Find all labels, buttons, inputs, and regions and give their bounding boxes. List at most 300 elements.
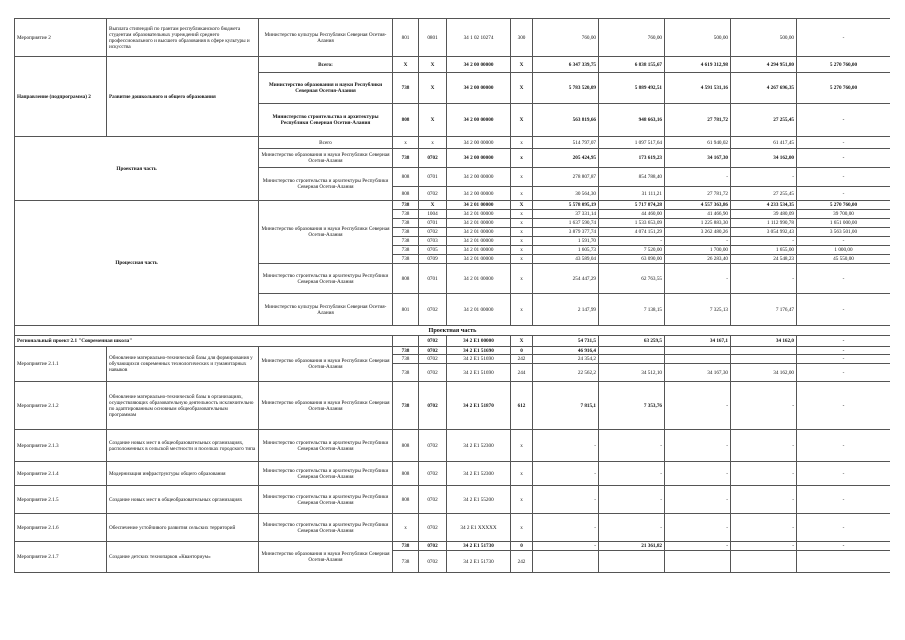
value-cell-4: 39 480,09 — [731, 210, 797, 219]
rzpr-cell: 0705 — [419, 246, 447, 255]
measure-desc: Выплата стипендий по грантам республиканского бюджета студентам образовательных учреждений среднего профессионального и высшего образования в сфере культуры и искусства — [107, 19, 259, 57]
value-cell-4: 34 162,00 — [731, 364, 797, 382]
value-cell-3: 34 167,30 — [665, 149, 731, 168]
value-cell-1: 6 347 339,75 — [533, 57, 599, 73]
value-cell-1: 37 331,14 — [533, 210, 599, 219]
block-name: Проектная часть — [15, 137, 259, 201]
value-cell-4: 3 054 992,43 — [731, 228, 797, 237]
value-cell-4: 500,00 — [731, 19, 797, 57]
rzpr-cell: 0702 — [419, 514, 447, 542]
value-cell-3 — [665, 347, 731, 355]
vr-cell: x — [511, 237, 533, 246]
csr-cell: 34 2 E1 51730 — [447, 542, 511, 551]
value-cell-1: 22 562,2 — [533, 364, 599, 382]
rzpr-cell: 0702 — [419, 462, 447, 486]
rzpr-cell: 0702 — [419, 228, 447, 237]
value-cell-3: - — [665, 168, 731, 187]
value-cell-3: 34 167,1 — [665, 336, 731, 347]
grbs-cell: x — [393, 514, 419, 542]
org-cell: Министерство культуры Республики Северная Осетия-Алания — [259, 294, 393, 326]
value-cell-5: 39 700,00 — [797, 210, 891, 219]
value-cell-4: 1 655,00 — [731, 246, 797, 255]
org-cell: Министерство образования и науки Республики Северная Осетия-Алания — [259, 347, 393, 382]
value-cell-1: 1 605,73 — [533, 246, 599, 255]
value-cell-2: - — [599, 514, 665, 542]
section-title: Проектная часть — [15, 326, 891, 336]
grbs-cell: 738 — [393, 228, 419, 237]
csr-cell: 34 2 00 00000 — [447, 57, 511, 73]
row-rp — [15, 336, 891, 347]
value-cell-3: 61 940,02 — [665, 137, 731, 149]
value-cell-1: 563 819,66 — [533, 104, 599, 137]
value-cell-5: 5 270 760,00 — [797, 57, 891, 73]
grbs-cell: 808 — [393, 430, 419, 462]
value-cell-2: 63 259,5 — [599, 336, 665, 347]
rzpr-cell: 0702 — [419, 542, 447, 551]
value-cell-1: - — [533, 514, 599, 542]
org-cell: Министерство образования и науки Республики Северная Осетия-Алания — [259, 201, 393, 264]
value-cell-3 — [665, 355, 731, 364]
row-m212 — [15, 382, 891, 430]
csr-cell: 34 2 01 00000 — [447, 246, 511, 255]
vr-cell: x — [511, 255, 533, 264]
org-cell: Министерство строительства и архитектуры Республики Северная Осетия-Алания — [259, 514, 393, 542]
csr-cell: 34 1 02 10274 — [447, 19, 511, 57]
value-cell-1: 24 354,2 — [533, 355, 599, 364]
value-cell-2 — [599, 347, 665, 355]
csr-cell: 34 2 E1 00000 — [447, 336, 511, 347]
row-n2-total — [15, 57, 891, 73]
value-cell-2: 7 138,15 — [599, 294, 665, 326]
org-cell: Министерство культуры Республики Северная Осетия-Алания — [259, 19, 393, 57]
rzpr-cell: X — [419, 73, 447, 104]
value-cell-5: - — [797, 104, 891, 137]
grbs-cell: 808 — [393, 187, 419, 201]
vr-cell: X — [511, 57, 533, 73]
value-cell-3: - — [665, 514, 731, 542]
grbs-cell: 738 — [393, 364, 419, 382]
vr-cell: X — [511, 336, 533, 347]
csr-cell: 34 2 00 00000 — [447, 168, 511, 187]
value-cell-4 — [731, 551, 797, 573]
grbs-cell: 801 — [393, 294, 419, 326]
value-cell-3: 1 700,00 — [665, 246, 731, 255]
value-cell-2: - — [599, 486, 665, 514]
csr-cell: 34 2 00 00000 — [447, 187, 511, 201]
value-cell-4: - — [731, 264, 797, 294]
vr-cell: 300 — [511, 19, 533, 57]
value-cell-5: 1 000,00 — [797, 246, 891, 255]
row-m2 — [15, 19, 891, 57]
rzpr-cell: 0702 — [419, 347, 447, 355]
rzpr-cell: 0703 — [419, 237, 447, 246]
rzpr-cell: 0702 — [419, 355, 447, 364]
value-cell-2: - — [599, 430, 665, 462]
value-cell-4 — [731, 355, 797, 364]
value-cell-1: 5 578 095,19 — [533, 201, 599, 210]
measure-name: Мероприятие 2.1.2 — [15, 382, 107, 430]
value-cell-2: 173 619,23 — [599, 149, 665, 168]
rzpr-cell: 0701 — [419, 168, 447, 187]
grbs-cell: 738 — [393, 255, 419, 264]
grbs-cell: 738 — [393, 237, 419, 246]
measure-desc: Модернизация инфраструктуры общего образования — [107, 462, 259, 486]
measure-name: Мероприятие 2.1.4 — [15, 462, 107, 486]
org-cell: Министерство строительства и архитектуры Республики Северная Осетия-Алания — [259, 264, 393, 294]
grbs-cell: 808 — [393, 168, 419, 187]
value-cell-5: 45 550,00 — [797, 255, 891, 264]
csr-cell: 34 2 E1 51690 — [447, 364, 511, 382]
org-cell: Министерство образования и науки Республики Северная Осетия-Алания — [259, 149, 393, 168]
value-cell-3: - — [665, 237, 731, 246]
value-cell-4: - — [731, 462, 797, 486]
value-cell-1: 205 424,95 — [533, 149, 599, 168]
value-cell-5: - — [797, 149, 891, 168]
value-cell-4: - — [731, 486, 797, 514]
row-m217-0 — [15, 542, 891, 551]
value-cell-5: - — [797, 355, 891, 364]
rzpr-cell: 1004 — [419, 210, 447, 219]
value-cell-2: 1 533 653,09 — [599, 219, 665, 228]
value-cell-3: 27 781,72 — [665, 187, 731, 201]
value-cell-2 — [599, 355, 665, 364]
value-cell-4: 4 233 534,35 — [731, 201, 797, 210]
value-cell-4: 24 548,23 — [731, 255, 797, 264]
vr-cell: 612 — [511, 382, 533, 430]
value-cell-1: 254 447,29 — [533, 264, 599, 294]
value-cell-3: - — [665, 542, 731, 551]
regional-project-name: Региональный проект 2.1 "Современная школа" — [15, 336, 393, 347]
csr-cell: 34 2 E1 51690 — [447, 347, 511, 355]
rzpr-cell: 0702 — [419, 294, 447, 326]
value-cell-5: 5 270 760,00 — [797, 73, 891, 104]
grbs-cell: 738 — [393, 551, 419, 573]
measure-name: Мероприятие 2.1.6 — [15, 514, 107, 542]
value-cell-2: 5 889 492,51 — [599, 73, 665, 104]
value-cell-4: - — [731, 237, 797, 246]
vr-cell: x — [511, 294, 533, 326]
rzpr-cell: 0702 — [419, 149, 447, 168]
rzpr-cell: X — [419, 104, 447, 137]
value-cell-5: - — [797, 462, 891, 486]
vr-cell: 242 — [511, 551, 533, 573]
grbs-cell: 808 — [393, 486, 419, 514]
value-cell-5: - — [797, 137, 891, 149]
csr-cell: 34 2 01 00000 — [447, 219, 511, 228]
grbs-cell: 738 — [393, 355, 419, 364]
value-cell-5: - — [797, 486, 891, 514]
value-cell-2: 6 838 155,67 — [599, 57, 665, 73]
value-cell-1: 43 589,04 — [533, 255, 599, 264]
value-cell-1: 514 797,07 — [533, 137, 599, 149]
value-cell-5: - — [797, 294, 891, 326]
value-cell-1: 760,00 — [533, 19, 599, 57]
value-cell-5: 3 563 501,00 — [797, 228, 891, 237]
rzpr-cell: 0702 — [419, 430, 447, 462]
value-cell-5: - — [797, 187, 891, 201]
csr-cell: 34 2 E1 XXXXX — [447, 514, 511, 542]
value-cell-2: 4 074 151,29 — [599, 228, 665, 237]
row-m216 — [15, 514, 891, 542]
value-cell-4: - — [731, 168, 797, 187]
org-cell: Министерство строительства и архитектуры Республики Северная Осетия-Алания — [259, 168, 393, 201]
value-cell-2: 7 353,76 — [599, 382, 665, 430]
vr-cell: 0 — [511, 542, 533, 551]
value-cell-1: - — [533, 486, 599, 514]
vr-cell: x — [511, 462, 533, 486]
value-cell-1: 46 916,4 — [533, 347, 599, 355]
csr-cell: 34 2 00 00000 — [447, 137, 511, 149]
value-cell-3: 1 225 883,30 — [665, 219, 731, 228]
measure-name: Мероприятие 2 — [15, 19, 107, 57]
value-cell-2: - — [599, 237, 665, 246]
measure-desc: Создание детских технопарков «Кванториум» — [107, 542, 259, 573]
vr-cell: x — [511, 430, 533, 462]
value-cell-3: - — [665, 382, 731, 430]
value-cell-4: 7 176,47 — [731, 294, 797, 326]
measure-desc: Обновление материально-технической базы для формирования у обучающихся современных технологических и гуманитарных навыков — [107, 347, 259, 382]
vr-cell: 0 — [511, 347, 533, 355]
csr-cell: 34 2 01 00000 — [447, 255, 511, 264]
csr-cell: 34 2 00 00000 — [447, 149, 511, 168]
value-cell-2: 21 361,82 — [599, 542, 665, 551]
value-cell-4: 34 162,0 — [731, 336, 797, 347]
value-cell-3: 4 557 363,86 — [665, 201, 731, 210]
value-cell-2: 63 090,00 — [599, 255, 665, 264]
row-m214 — [15, 462, 891, 486]
value-cell-2: - — [599, 462, 665, 486]
vr-cell: x — [511, 187, 533, 201]
grbs-cell: 738 — [393, 382, 419, 430]
rzpr-cell: 0702 — [419, 336, 447, 347]
vr-cell: x — [511, 486, 533, 514]
grbs-cell: 808 — [393, 104, 419, 137]
direction-desc: Развитие дошкольного и общего образования — [107, 57, 259, 137]
grbs-cell: 808 — [393, 264, 419, 294]
org-cell: Министерство строительства и архитектуры Республики Северная Осетия-Алания — [259, 104, 393, 137]
value-cell-1: 278 807,87 — [533, 168, 599, 187]
value-cell-1: 1 637 590,74 — [533, 219, 599, 228]
value-cell-4: 27 255,45 — [731, 104, 797, 137]
csr-cell: 34 2 01 00000 — [447, 210, 511, 219]
measure-name: Мероприятие 2.1.3 — [15, 430, 107, 462]
vr-cell: x — [511, 228, 533, 237]
value-cell-2: 854 788,40 — [599, 168, 665, 187]
grbs-cell — [393, 336, 419, 347]
rzpr-cell: 0709 — [419, 255, 447, 264]
rzpr-cell: x — [419, 137, 447, 149]
csr-cell: 34 2 01 00000 — [447, 201, 511, 210]
org-cell: Министерство образования и науки Республики Северная Осетия-Алания — [259, 542, 393, 573]
value-cell-1: 30 564,30 — [533, 187, 599, 201]
vr-cell: x — [511, 264, 533, 294]
value-cell-3: - — [665, 462, 731, 486]
grbs-cell: 738 — [393, 347, 419, 355]
org-cell: Всего — [259, 137, 393, 149]
rzpr-cell: 0702 — [419, 551, 447, 573]
org-cell: Министерство образования и науки Республики Северная Осетия-Алания — [259, 382, 393, 430]
value-cell-5: - — [797, 168, 891, 187]
value-cell-5 — [797, 551, 891, 573]
vr-cell: x — [511, 210, 533, 219]
value-cell-5: 5 270 760,00 — [797, 201, 891, 210]
org-cell: Министерство строительства и архитектуры Республики Северная Осетия-Алания — [259, 462, 393, 486]
value-cell-3: 26 283,40 — [665, 255, 731, 264]
value-cell-2 — [599, 551, 665, 573]
value-cell-1: 1 591,70 — [533, 237, 599, 246]
vr-cell: x — [511, 246, 533, 255]
rzpr-cell: X — [419, 201, 447, 210]
rzpr-cell: 0702 — [419, 187, 447, 201]
value-cell-3: 41 466,90 — [665, 210, 731, 219]
value-cell-4: - — [731, 430, 797, 462]
value-cell-5: - — [797, 514, 891, 542]
row-m215 — [15, 486, 891, 514]
csr-cell: 34 2 E1 51730 — [447, 551, 511, 573]
measure-name: Мероприятие 2.1.1 — [15, 347, 107, 382]
grbs-cell: 738 — [393, 246, 419, 255]
row-m213 — [15, 430, 891, 462]
value-cell-5: - — [797, 347, 891, 355]
grbs-cell: 738 — [393, 219, 419, 228]
value-cell-3: 7 325,13 — [665, 294, 731, 326]
value-cell-1: - — [533, 462, 599, 486]
measure-desc: Создание новых мест в общеобразовательных организациях, расположенных в сельской местности и поселках городского типа — [107, 430, 259, 462]
value-cell-1: 7 815,1 — [533, 382, 599, 430]
vr-cell: X — [511, 104, 533, 137]
grbs-cell: 738 — [393, 210, 419, 219]
value-cell-4: 1 112 990,78 — [731, 219, 797, 228]
vr-cell: X — [511, 201, 533, 210]
value-cell-3: - — [665, 486, 731, 514]
rzpr-cell: 0702 — [419, 486, 447, 514]
value-cell-1 — [533, 551, 599, 573]
value-cell-2: 760,00 — [599, 19, 665, 57]
value-cell-2: 31 111,21 — [599, 187, 665, 201]
value-cell-2: 34 512,10 — [599, 364, 665, 382]
value-cell-5: - — [797, 430, 891, 462]
csr-cell: 34 2 00 00000 — [447, 73, 511, 104]
value-cell-3 — [665, 551, 731, 573]
value-cell-5: - — [797, 19, 891, 57]
csr-cell: 34 2 E1 51870 — [447, 382, 511, 430]
value-cell-4: 34 162,00 — [731, 149, 797, 168]
csr-cell: 34 2 01 00000 — [447, 264, 511, 294]
grbs-cell: 801 — [393, 19, 419, 57]
value-cell-2: 62 763,55 — [599, 264, 665, 294]
rzpr-cell: 0702 — [419, 364, 447, 382]
vr-cell: x — [511, 137, 533, 149]
value-cell-3: - — [665, 264, 731, 294]
csr-cell: 34 2 01 00000 — [447, 294, 511, 326]
value-cell-2: 948 663,16 — [599, 104, 665, 137]
row-m211-0 — [15, 347, 891, 355]
value-cell-4: 27 255,45 — [731, 187, 797, 201]
value-cell-3: 34 167,30 — [665, 364, 731, 382]
vr-cell: x — [511, 514, 533, 542]
block-name: Процессная часть — [15, 201, 259, 326]
measure-desc: Обновление материально-технической базы в организациях, осуществляющих образовательную деятельность исключительно по адаптированным основным общеобразовательным программам — [107, 382, 259, 430]
measure-desc: Обеспечение устойчивого развития сельских территорий — [107, 514, 259, 542]
grbs-cell: 808 — [393, 462, 419, 486]
value-cell-1: 5 783 520,09 — [533, 73, 599, 104]
vr-cell: x — [511, 219, 533, 228]
row-pp-0 — [15, 137, 891, 149]
grbs-cell: 738 — [393, 201, 419, 210]
value-cell-5: - — [797, 382, 891, 430]
rzpr-cell: 0702 — [419, 382, 447, 430]
budget-table — [14, 18, 890, 573]
rzpr-cell: 0701 — [419, 219, 447, 228]
value-cell-4 — [731, 347, 797, 355]
value-cell-1: 54 731,5 — [533, 336, 599, 347]
budget-table-sheet — [14, 18, 890, 596]
csr-cell: 34 2 E1 52300 — [447, 430, 511, 462]
org-cell: Министерство образования и науки Республики Северная Осетия-Алания — [259, 73, 393, 104]
vr-cell: X — [511, 73, 533, 104]
value-cell-1: 2 147,99 — [533, 294, 599, 326]
row-section — [15, 326, 891, 336]
csr-cell: 34 2 E1 51690 — [447, 355, 511, 364]
grbs-cell: 738 — [393, 542, 419, 551]
grbs-cell: 738 — [393, 73, 419, 104]
org-cell: Министерство строительства и архитектуры Республики Северная Осетия-Алания — [259, 486, 393, 514]
value-cell-1: - — [533, 430, 599, 462]
value-cell-4: 4 294 951,80 — [731, 57, 797, 73]
value-cell-3: 4 591 531,16 — [665, 73, 731, 104]
value-cell-2: 44 460,00 — [599, 210, 665, 219]
value-cell-5: - — [797, 264, 891, 294]
org-cell: Всего: — [259, 57, 393, 73]
value-cell-5: - — [797, 237, 891, 246]
value-cell-3: 4 619 312,98 — [665, 57, 731, 73]
rzpr-cell: 0801 — [419, 19, 447, 57]
value-cell-4: - — [731, 514, 797, 542]
direction-name: Направление (подпрограмма) 2 — [15, 57, 107, 137]
value-cell-4: 4 267 696,35 — [731, 73, 797, 104]
value-cell-5: 1 651 000,00 — [797, 219, 891, 228]
csr-cell: 34 2 01 00000 — [447, 237, 511, 246]
value-cell-5: - — [797, 542, 891, 551]
measure-name: Мероприятие 2.1.7 — [15, 542, 107, 573]
value-cell-4: - — [731, 542, 797, 551]
grbs-cell: X — [393, 57, 419, 73]
grbs-cell: x — [393, 137, 419, 149]
grbs-cell: 738 — [393, 149, 419, 168]
value-cell-2: 1 097 517,64 — [599, 137, 665, 149]
value-cell-2: 5 717 874,28 — [599, 201, 665, 210]
value-cell-4: - — [731, 382, 797, 430]
vr-cell: x — [511, 168, 533, 187]
value-cell-3: 500,00 — [665, 19, 731, 57]
value-cell-5: - — [797, 364, 891, 382]
org-cell: Министерство строительства и архитектуры Республики Северная Осетия-Алания — [259, 430, 393, 462]
vr-cell: 242 — [511, 355, 533, 364]
measure-name: Мероприятие 2.1.5 — [15, 486, 107, 514]
rzpr-cell: 0701 — [419, 264, 447, 294]
measure-desc: Создание новых мест в общеобразовательных организациях — [107, 486, 259, 514]
csr-cell: 34 2 00 00000 — [447, 104, 511, 137]
value-cell-1: - — [533, 542, 599, 551]
value-cell-3: 3 262 480,26 — [665, 228, 731, 237]
value-cell-2: 7 520,00 — [599, 246, 665, 255]
value-cell-3: 27 781,72 — [665, 104, 731, 137]
value-cell-1: 3 879 377,74 — [533, 228, 599, 237]
value-cell-5: - — [797, 336, 891, 347]
rzpr-cell: X — [419, 57, 447, 73]
csr-cell: 34 2 01 00000 — [447, 228, 511, 237]
value-cell-3: - — [665, 430, 731, 462]
